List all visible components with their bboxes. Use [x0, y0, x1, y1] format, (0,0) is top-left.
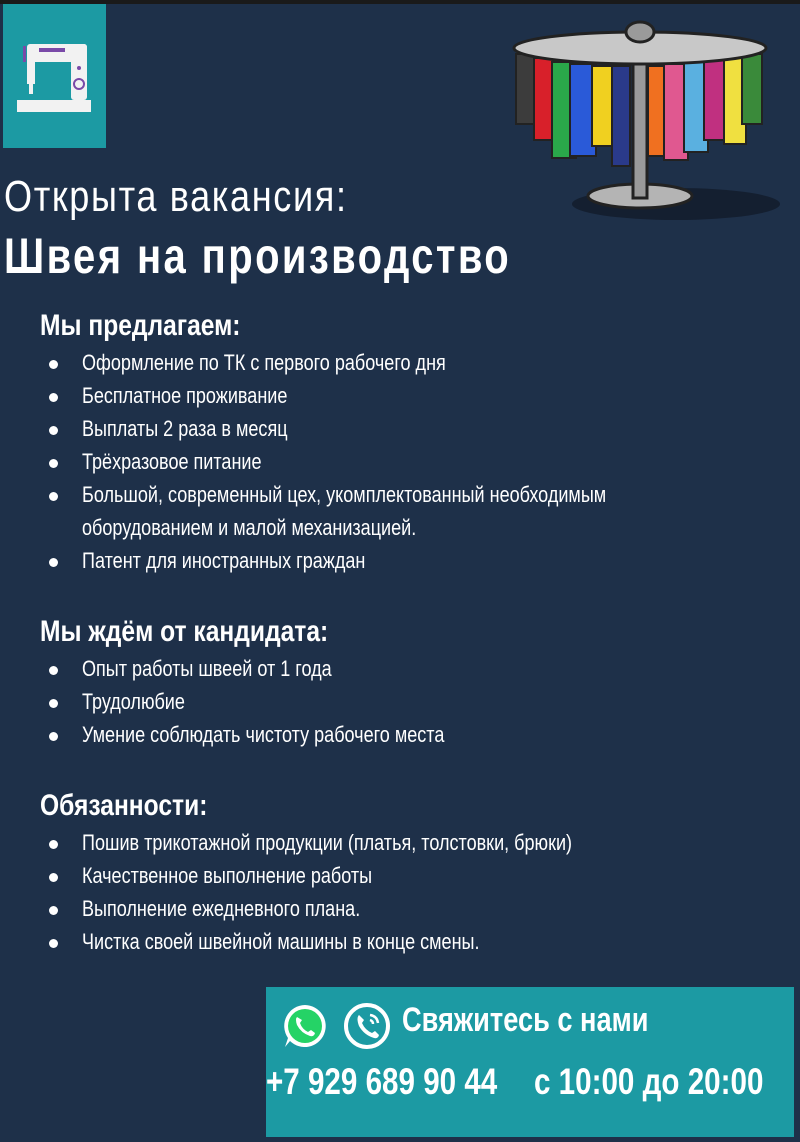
bullet-icon [49, 360, 58, 369]
bullet-icon [49, 699, 58, 708]
section-duties [40, 786, 780, 958]
list-item: Пошив трикотажной продукции (платья, толстовки, брюки) [40, 826, 780, 859]
offer-list [40, 346, 780, 577]
list-item: Опыт работы швеей от 1 года [40, 652, 780, 685]
clothes-rack-illustration [508, 18, 780, 228]
logo-tile [3, 4, 106, 148]
list-item: Оформление по ТК с первого рабочего дня [40, 346, 780, 379]
bullet-icon [49, 492, 58, 501]
bullet-icon [49, 906, 58, 915]
whatsapp-icon[interactable] [280, 1001, 330, 1056]
list-item: Чистка своей швейной машины в конце смены. [40, 925, 780, 958]
bullet-icon [49, 840, 58, 849]
list-item: Большой, современный цех, укомплектованный необходимым оборудованием и малой механизацией. [40, 478, 780, 544]
section-heading: Мы ждём от кандидата: [40, 615, 329, 648]
phone-icon[interactable] [342, 1001, 392, 1056]
top-border [0, 0, 800, 4]
requirements-list [40, 652, 780, 751]
title-position: Швея на производство [4, 228, 512, 284]
bullet-icon [49, 558, 58, 567]
section-heading: Мы предлагаем: [40, 309, 241, 342]
list-item: Выплаты 2 раза в месяц [40, 412, 780, 445]
contact-title: Свяжитесь с нами [402, 1001, 649, 1039]
bullet-icon [49, 939, 58, 948]
list-item: Трудолюбие [40, 685, 780, 718]
section-heading: Обязанности: [40, 789, 208, 822]
section-requirements [40, 612, 780, 751]
contact-banner [266, 987, 794, 1137]
list-item: Качественное выполнение работы [40, 859, 780, 892]
list-item: Трёхразовое питание [40, 445, 780, 478]
list-item: Выполнение ежедневного плана. [40, 892, 780, 925]
list-item: Патент для иностранных граждан [40, 544, 780, 577]
bullet-icon [49, 666, 58, 675]
contact-hours: с 10:00 до 20:00 [534, 1061, 764, 1102]
bullet-icon [49, 459, 58, 468]
contact-phone-number[interactable]: +7 929 689 90 44 [266, 1061, 498, 1102]
duties-list [40, 826, 780, 958]
sewing-machine-icon [15, 38, 93, 116]
bullet-icon [49, 426, 58, 435]
section-offer [40, 306, 780, 577]
list-item: Бесплатное проживание [40, 379, 780, 412]
clothes-rack-icon [508, 18, 780, 228]
title-vacancy-open: Открыта вакансия: [4, 172, 348, 221]
bullet-icon [49, 732, 58, 741]
bullet-icon [49, 393, 58, 402]
bullet-icon [49, 873, 58, 882]
list-item: Умение соблюдать чистоту рабочего места [40, 718, 780, 751]
